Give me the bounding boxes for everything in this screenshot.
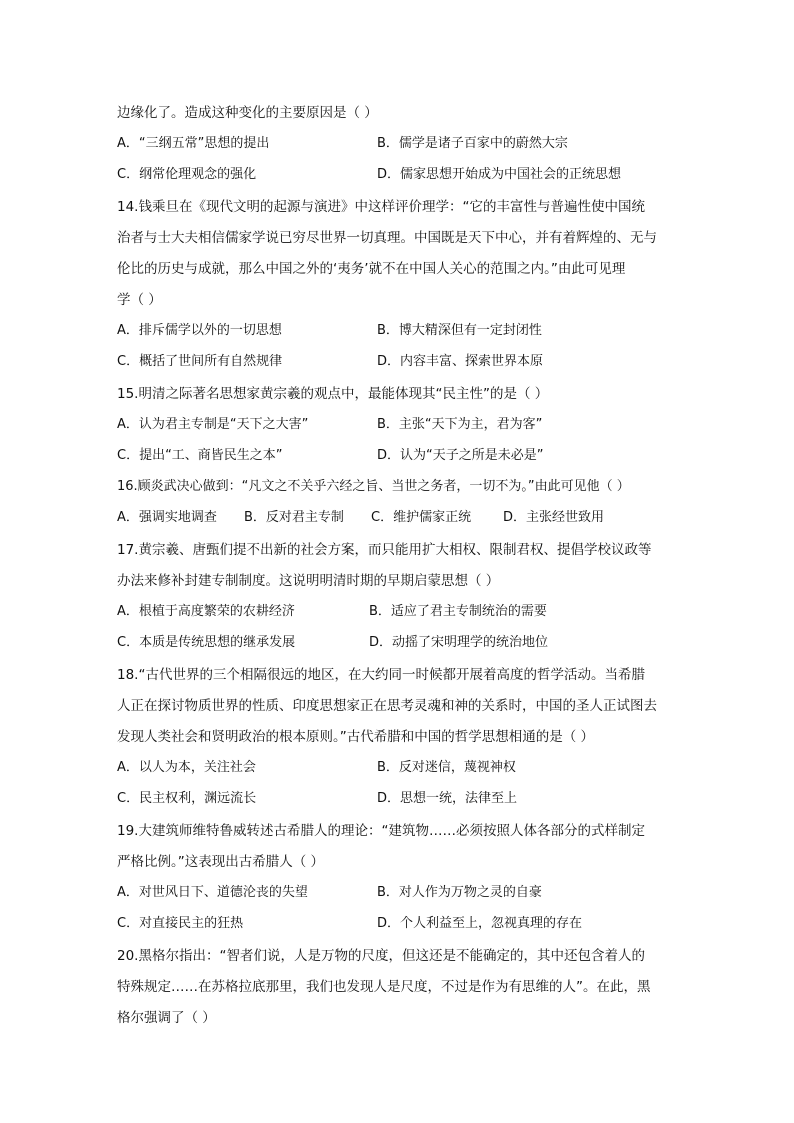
- q19-option-a: A．对世风日下、道德沦丧的失望: [117, 885, 308, 900]
- q15-option-b: B．主张“天下为主，君为客”: [377, 417, 543, 432]
- q18-option-b: B．反对迷信，蔑视神权: [377, 760, 516, 775]
- q14-option-c: C．概括了世间所有自然规律: [117, 354, 283, 369]
- q17-option-d: D．动摇了宋明理学的统治地位: [369, 635, 549, 650]
- q19-option-b: B．对人作为万物之灵的自豪: [377, 885, 542, 900]
- q13-option-c: C．纲常伦理观念的强化: [117, 167, 257, 182]
- intro-line: 边缘化了。造成这种变化的主要原因是（ ）: [117, 105, 378, 121]
- q18-option-a: A．以人为本，关注社会: [117, 760, 256, 775]
- q15-option-a: A．认为君主专制是“天下之大害”: [117, 417, 309, 432]
- q18-stem-line: 18.“古代世界的三个相隔很远的地区，在大约同一时候都开展着高度的哲学活动。当希腊: [117, 667, 645, 683]
- q18-option-d: D．思想一统，法律至上: [377, 791, 518, 806]
- q17-option-c: C．本质是传统思想的继承发展: [117, 635, 296, 650]
- q17-option-a: A．根植于高度繁荣的农耕经济: [117, 604, 295, 619]
- q17-option-b: B．适应了君主专制统治的需要: [369, 604, 547, 619]
- q20-stem-line: 20.黑格尔指出：“智者们说，人是万物的尺度，但这还是不能确定的，其中还包含着人的: [117, 948, 645, 964]
- q14-stem-line: 学（ ）: [117, 292, 162, 308]
- q15-option-d: D．认为“天子之所是未必是”: [377, 448, 544, 463]
- q14-option-a: A．排斥儒学以外的一切思想: [117, 323, 282, 338]
- q18-stem-line: 人正在探讨物质世界的性质、印度思想家正在思考灵魂和神的关系时，中国的圣人正试图去: [117, 698, 657, 714]
- q19-stem-line: 19.大建筑师维特鲁威转述古希腊人的理论：“建筑物……必须按照人体各部分的式样制定: [117, 823, 645, 839]
- q19-stem-line: 严格比例。”这表现出古希腊人（ ）: [117, 854, 325, 870]
- q19-option-c: C．对直接民主的狂热: [117, 916, 244, 931]
- q15-option-c: C．提出“工、商皆民生之本”: [117, 448, 283, 463]
- q14-stem-line: 14.钱乘旦在《现代文明的起源与演进》中这样评价理学：“它的丰富性与普遍性使中国统: [117, 199, 645, 215]
- q13-option-b: B．儒学是诸子百家中的蔚然大宗: [377, 136, 568, 151]
- q20-stem-line: 特殊规定……在苏格拉底那里，我们也发现人是尺度，不过是作为有思维的人”。在此，黑: [117, 979, 651, 995]
- q18-option-c: C．民主权利，渊远流长: [117, 791, 257, 806]
- q16-option-d: D．主张经世致用: [503, 510, 605, 525]
- q13-option-d: D．儒家思想开始成为中国社会的正统思想: [377, 167, 622, 182]
- q16-stem: 16.顾炎武决心做到：“凡文之不关乎六经之旨、当世之务者，一切不为。”由此可见他（ ）: [117, 479, 630, 494]
- q13-option-a: A．“三纲五常”思想的提出: [117, 136, 270, 151]
- q17-stem-line: 17.黄宗羲、唐甄们提不出新的社会方案，而只能用扩大相权、限制君权、提倡学校议政等: [117, 542, 652, 558]
- q16-option-a: A．强调实地调查: [117, 510, 217, 525]
- q18-stem-line: 发现人类社会和贤明政治的根本原则。”古代希腊和中国的哲学思想相通的是（ ）: [117, 729, 595, 745]
- q14-option-b: B．博大精深但有一定封闭性: [377, 323, 542, 338]
- q14-stem-line: 伦比的历史与成就，那么中国之外的‘夷务’就不在中国人关心的范围之内。”由此可见理: [117, 261, 626, 277]
- q20-stem-line: 格尔强调了（ ）: [117, 1010, 216, 1026]
- q14-option-d: D．内容丰富、探索世界本原: [377, 354, 544, 369]
- q15-stem: 15.明清之际著名思想家黄宗羲的观点中，最能体现其“民主性”的是（ ）: [117, 386, 549, 402]
- q19-option-d: D．个人利益至上，忽视真理的存在: [377, 916, 583, 931]
- q16-option-c: C．维护儒家正统: [371, 510, 472, 525]
- q17-stem-line: 办法来修补封建专制制度。这说明明清时期的早期启蒙思想（ ）: [117, 573, 500, 589]
- q16-option-b: B．反对君主专制: [244, 510, 344, 525]
- q14-stem-line: 治者与士大夫相信儒家学说已穷尽世界一切真理。中国既是天下中心，并有着辉煌的、无与: [117, 230, 657, 246]
